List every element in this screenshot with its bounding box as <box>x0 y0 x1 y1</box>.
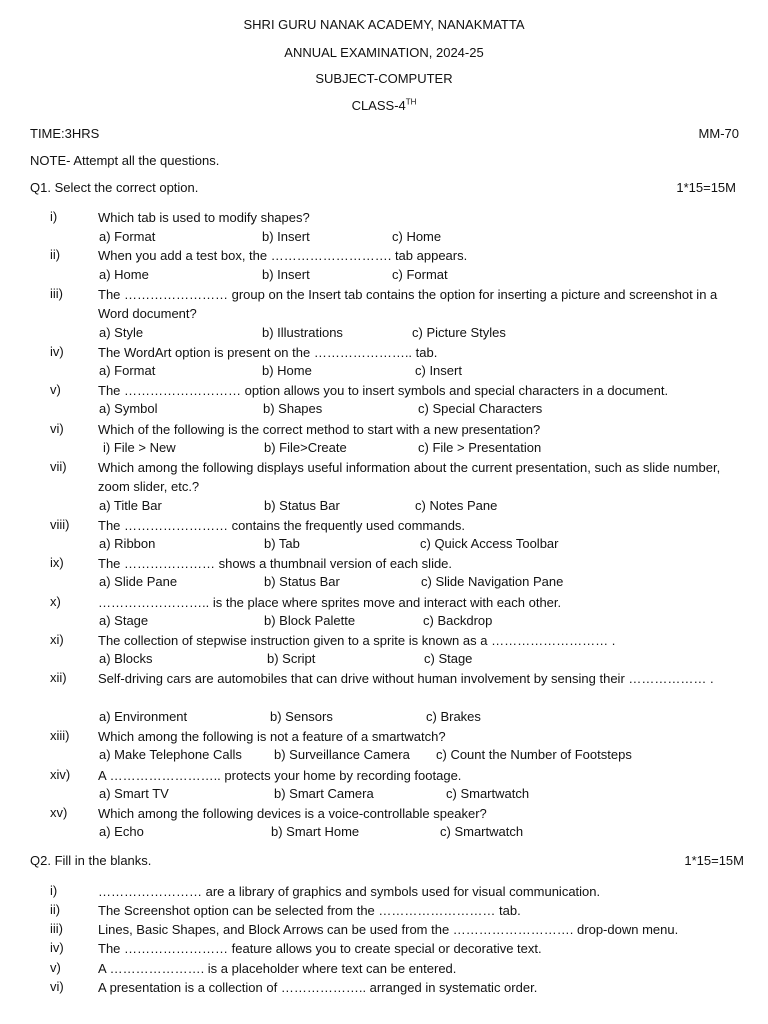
option-b: b) Smart Camera <box>274 786 374 801</box>
exam-title: ANNUAL EXAMINATION, 2024-25 <box>284 45 484 60</box>
question-text: The WordArt option is present on the ………………….. tab. <box>98 345 438 360</box>
question-text: The …………………… contains the frequently used commands. <box>98 518 466 533</box>
option-c: c) Stage <box>424 651 473 666</box>
blank-text: The Screenshot option can be selected from the ……………………… tab. <box>98 903 521 918</box>
option-a: i) File > New <box>103 440 176 455</box>
option-a: a) Title Bar <box>99 498 162 513</box>
blank-number: iv) <box>50 940 64 955</box>
question-number: iii) <box>50 286 63 301</box>
q1-title: Q1. Select the correct option. <box>30 180 199 195</box>
option-b: b) Insert <box>262 229 310 244</box>
option-a: a) Format <box>99 363 156 378</box>
blank-number: ii) <box>50 902 61 917</box>
option-b: b) Block Palette <box>264 613 356 628</box>
question-number: xii) <box>50 670 67 685</box>
question-number: i) <box>50 209 58 224</box>
question-text: Self-driving cars are automobiles that can drive without human involvement by sensing their ……………… . <box>98 671 714 686</box>
option-c: c) File > Presentation <box>418 440 542 455</box>
option-c: c) Brakes <box>426 709 481 724</box>
option-a: a) Blocks <box>99 651 153 666</box>
class-label: CLASS-4 <box>351 98 406 113</box>
question-text: Which tab is used to modify shapes? <box>98 210 310 225</box>
option-c: c) Quick Access Toolbar <box>420 536 559 551</box>
option-a: a) Format <box>99 229 156 244</box>
option-b: b) Script <box>267 651 316 666</box>
blank-text: …………………… are a library of graphics and symbols used for visual communication. <box>98 884 601 899</box>
option-a: a) Echo <box>99 824 144 839</box>
exam-time: TIME:3HRS <box>30 126 100 141</box>
question-text: …………………….. is the place where sprites move and interact with each other. <box>98 595 562 610</box>
option-c: c) Notes Pane <box>415 498 498 513</box>
question-number: viii) <box>50 517 70 532</box>
question-number: xi) <box>50 632 64 647</box>
option-c: c) Format <box>392 267 448 282</box>
question-text: The ………………… shows a thumbnail version of each slide. <box>98 556 453 571</box>
option-a: a) Make Telephone Calls <box>99 747 242 762</box>
question-text: The …………………… group on the Insert tab contains the option for inserting a picture and screenshot in a Word document? <box>98 287 718 321</box>
question-number: ix) <box>50 555 64 570</box>
blank-number: iii) <box>50 921 63 936</box>
option-b: b) Status Bar <box>264 574 340 589</box>
option-c: c) Slide Navigation Pane <box>421 574 564 589</box>
option-b: b) Insert <box>262 267 310 282</box>
question-text: When you add a test box, the ………………………. tab appears. <box>98 248 468 263</box>
option-a: a) Environment <box>99 709 188 724</box>
blank-text: A presentation is a collection of ……………….. arranged in systematic order. <box>98 980 538 995</box>
option-a: a) Symbol <box>99 401 158 416</box>
question-number: xiv) <box>50 767 71 782</box>
blank-text: The …………………… feature allows you to create special or decorative text. <box>98 941 542 956</box>
question-text: Which of the following is the correct method to start with a new presentation? <box>98 422 541 437</box>
option-a: a) Ribbon <box>99 536 156 551</box>
question-text: Which among the following devices is a voice-controllable speaker? <box>98 806 487 821</box>
question-number: vi) <box>50 421 64 436</box>
option-b: b) Tab <box>264 536 300 551</box>
blank-text: A …………………. is a placeholder where text can be entered. <box>98 961 457 976</box>
option-c: c) Insert <box>415 363 462 378</box>
question-number: v) <box>50 382 61 397</box>
option-b: b) Shapes <box>263 401 323 416</box>
question-text: The ……………………… option allows you to insert symbols and special characters in a document. <box>98 383 669 398</box>
question-text: Which among the following is not a feature of a smartwatch? <box>98 729 446 744</box>
school-name: SHRI GURU NANAK ACADEMY, NANAKMATTA <box>243 17 525 32</box>
option-c: c) Home <box>392 229 442 244</box>
q2-title: Q2. Fill in the blanks. <box>30 853 152 868</box>
max-marks: MM-70 <box>698 126 739 141</box>
option-b: b) File>Create <box>264 440 347 455</box>
question-text: Which among the following displays useful information about the current presentation, such as slide number, zoom slider, etc.? <box>98 460 721 494</box>
subject-title: SUBJECT-COMPUTER <box>315 71 453 86</box>
option-b: b) Sensors <box>270 709 333 724</box>
option-a: a) Stage <box>99 613 149 628</box>
option-a: a) Home <box>99 267 149 282</box>
class-superscript: TH <box>405 97 417 107</box>
blank-number: v) <box>50 960 61 975</box>
option-a: a) Style <box>99 325 144 340</box>
instructions-note: NOTE- Attempt all the questions. <box>30 153 220 168</box>
option-c: c) Backdrop <box>423 613 493 628</box>
option-c: c) Smartwatch <box>440 824 524 839</box>
option-b: b) Status Bar <box>264 498 340 513</box>
question-number: ii) <box>50 247 61 262</box>
question-text: A …………………….. protects your home by recording footage. <box>98 768 462 783</box>
blank-text: Lines, Basic Shapes, and Block Arrows can be used from the ………………………. drop-down menu. <box>98 922 679 937</box>
question-number: xv) <box>50 805 68 820</box>
question-number: vii) <box>50 459 67 474</box>
q2-marks: 1*15=15M <box>684 853 744 868</box>
option-a: a) Slide Pane <box>99 574 178 589</box>
option-c: c) Special Characters <box>418 401 543 416</box>
class-title <box>0 98 768 114</box>
question-number: iv) <box>50 344 64 359</box>
option-b: b) Home <box>262 363 312 378</box>
option-a: a) Smart TV <box>99 786 169 801</box>
blank-number: i) <box>50 883 58 898</box>
question-text: The collection of stepwise instruction given to a sprite is known as a ……………………… . <box>98 633 616 648</box>
option-c: c) Count the Number of Footsteps <box>436 747 632 762</box>
option-b: b) Illustrations <box>262 325 343 340</box>
option-b: b) Smart Home <box>271 824 360 839</box>
option-c: c) Smartwatch <box>446 786 530 801</box>
q1-marks: 1*15=15M <box>676 180 736 195</box>
option-b: b) Surveillance Camera <box>274 747 410 762</box>
blank-number: vi) <box>50 979 64 994</box>
question-number: xiii) <box>50 728 70 743</box>
question-number: x) <box>50 594 61 609</box>
option-c: c) Picture Styles <box>412 325 506 340</box>
